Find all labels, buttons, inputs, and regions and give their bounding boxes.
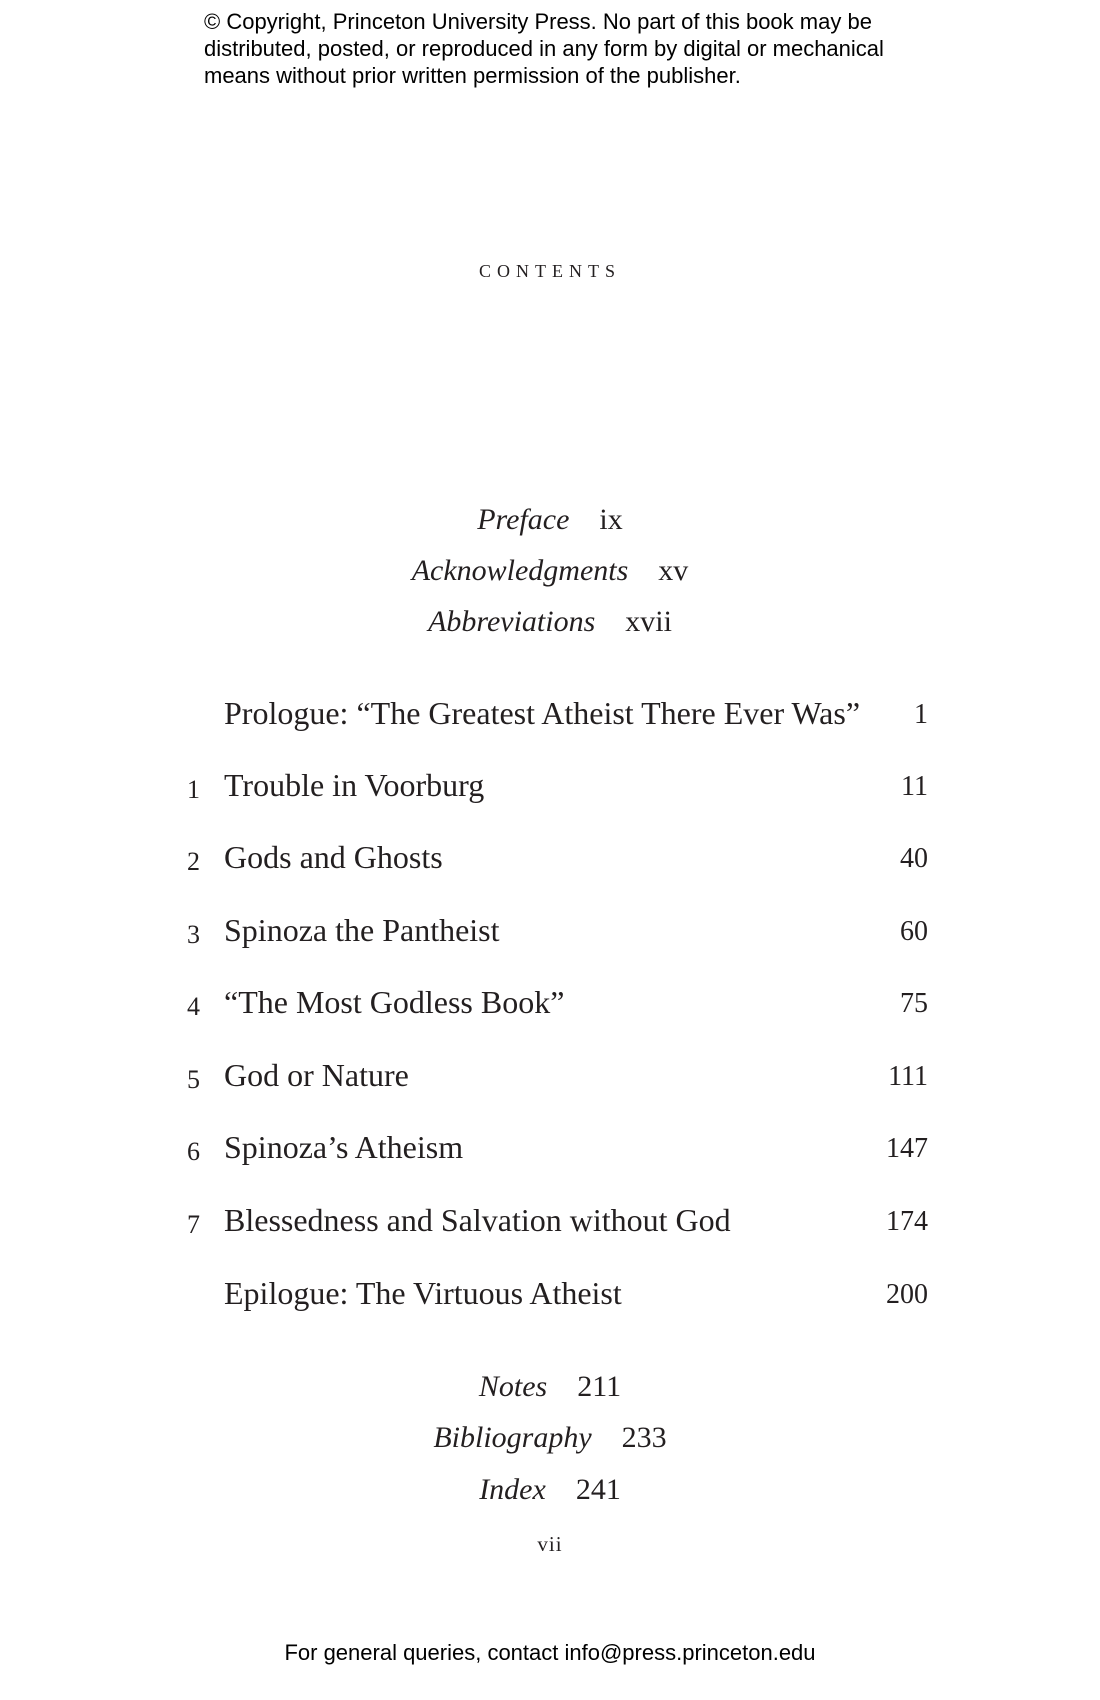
toc-entry-chapter-6[interactable]	[0, 1129, 1100, 1169]
entry-page: xvii	[625, 605, 672, 638]
chapter-page: 174	[886, 1206, 928, 1237]
chapter-page: 200	[886, 1279, 928, 1310]
chapter-number: 4	[187, 992, 200, 1021]
chapter-title: Blessedness and Salvation without God	[224, 1202, 731, 1238]
entry-label: Bibliography	[433, 1421, 592, 1454]
toc-entry-chapter-5[interactable]	[0, 1057, 1100, 1097]
chapter-number: 5	[187, 1065, 200, 1094]
chapter-page: 1	[914, 699, 928, 730]
entry-label: Notes	[478, 1370, 548, 1403]
toc-entry-chapter-2[interactable]	[0, 839, 1100, 879]
toc-entry-abbreviations[interactable]	[0, 605, 1100, 639]
chapter-number: 1	[187, 775, 200, 804]
toc-entry-epilogue[interactable]	[0, 1275, 1100, 1315]
chapter-number: 3	[187, 920, 200, 949]
chapter-title: “The Most Godless Book”	[224, 984, 565, 1020]
page-folio: vii	[537, 1532, 563, 1556]
entry-label: Index	[479, 1473, 546, 1506]
chapter-page: 40	[900, 843, 928, 874]
chapter-title: Prologue: “The Greatest Atheist There Ever Was”	[224, 695, 861, 731]
chapter-page: 11	[901, 771, 928, 802]
entry-label: Abbreviations	[428, 605, 596, 638]
toc-entry-index[interactable]	[0, 1473, 1100, 1507]
toc-entry-chapter-1[interactable]	[0, 767, 1100, 807]
toc-entry-chapter-3[interactable]	[0, 912, 1100, 952]
chapter-page: 111	[888, 1061, 928, 1092]
entry-page: ix	[599, 503, 623, 536]
chapter-title: Epilogue: The Virtuous Atheist	[224, 1275, 622, 1311]
entry-page: 233	[621, 1421, 667, 1454]
entry-label: Acknowledgments	[411, 554, 629, 587]
chapter-page: 147	[886, 1133, 928, 1164]
chapter-number: 2	[187, 847, 200, 876]
chapter-title: Spinoza’s Atheism	[224, 1129, 464, 1165]
toc-entry-chapter-4[interactable]	[0, 984, 1100, 1024]
chapter-title: Trouble in Voorburg	[224, 767, 485, 803]
chapter-title: Spinoza the Pantheist	[224, 912, 500, 948]
entry-page: xv	[658, 554, 689, 587]
entry-page: 211	[577, 1370, 622, 1403]
toc-entry-preface[interactable]	[0, 503, 1100, 537]
entry-label: Preface	[477, 503, 570, 536]
copyright-line: means without prior written permission of the publisher.	[204, 63, 741, 88]
copyright-notice	[204, 8, 924, 89]
chapter-title: Gods and Ghosts	[224, 839, 443, 875]
toc-entry-notes[interactable]	[0, 1370, 1100, 1404]
chapter-number: 7	[187, 1210, 200, 1239]
toc-entry-chapter-7[interactable]	[0, 1202, 1100, 1242]
footer-contact: For general queries, contact info@press.princeton.edu	[284, 1640, 816, 1665]
copyright-line: distributed, posted, or reproduced in any form by digital or mechanical	[204, 36, 884, 61]
toc-entry-bibliography[interactable]	[0, 1421, 1100, 1455]
contents-heading: contents	[479, 254, 621, 283]
toc-entry-prologue[interactable]	[0, 695, 1100, 735]
toc-entry-acknowledgments[interactable]	[0, 554, 1100, 588]
chapter-page: 75	[900, 988, 928, 1019]
chapter-page: 60	[900, 916, 928, 947]
chapter-title: God or Nature	[224, 1057, 409, 1093]
copyright-line: © Copyright, Princeton University Press. No part of this book may be	[204, 9, 872, 34]
entry-page: 241	[575, 1473, 621, 1506]
chapter-number: 6	[187, 1137, 200, 1166]
